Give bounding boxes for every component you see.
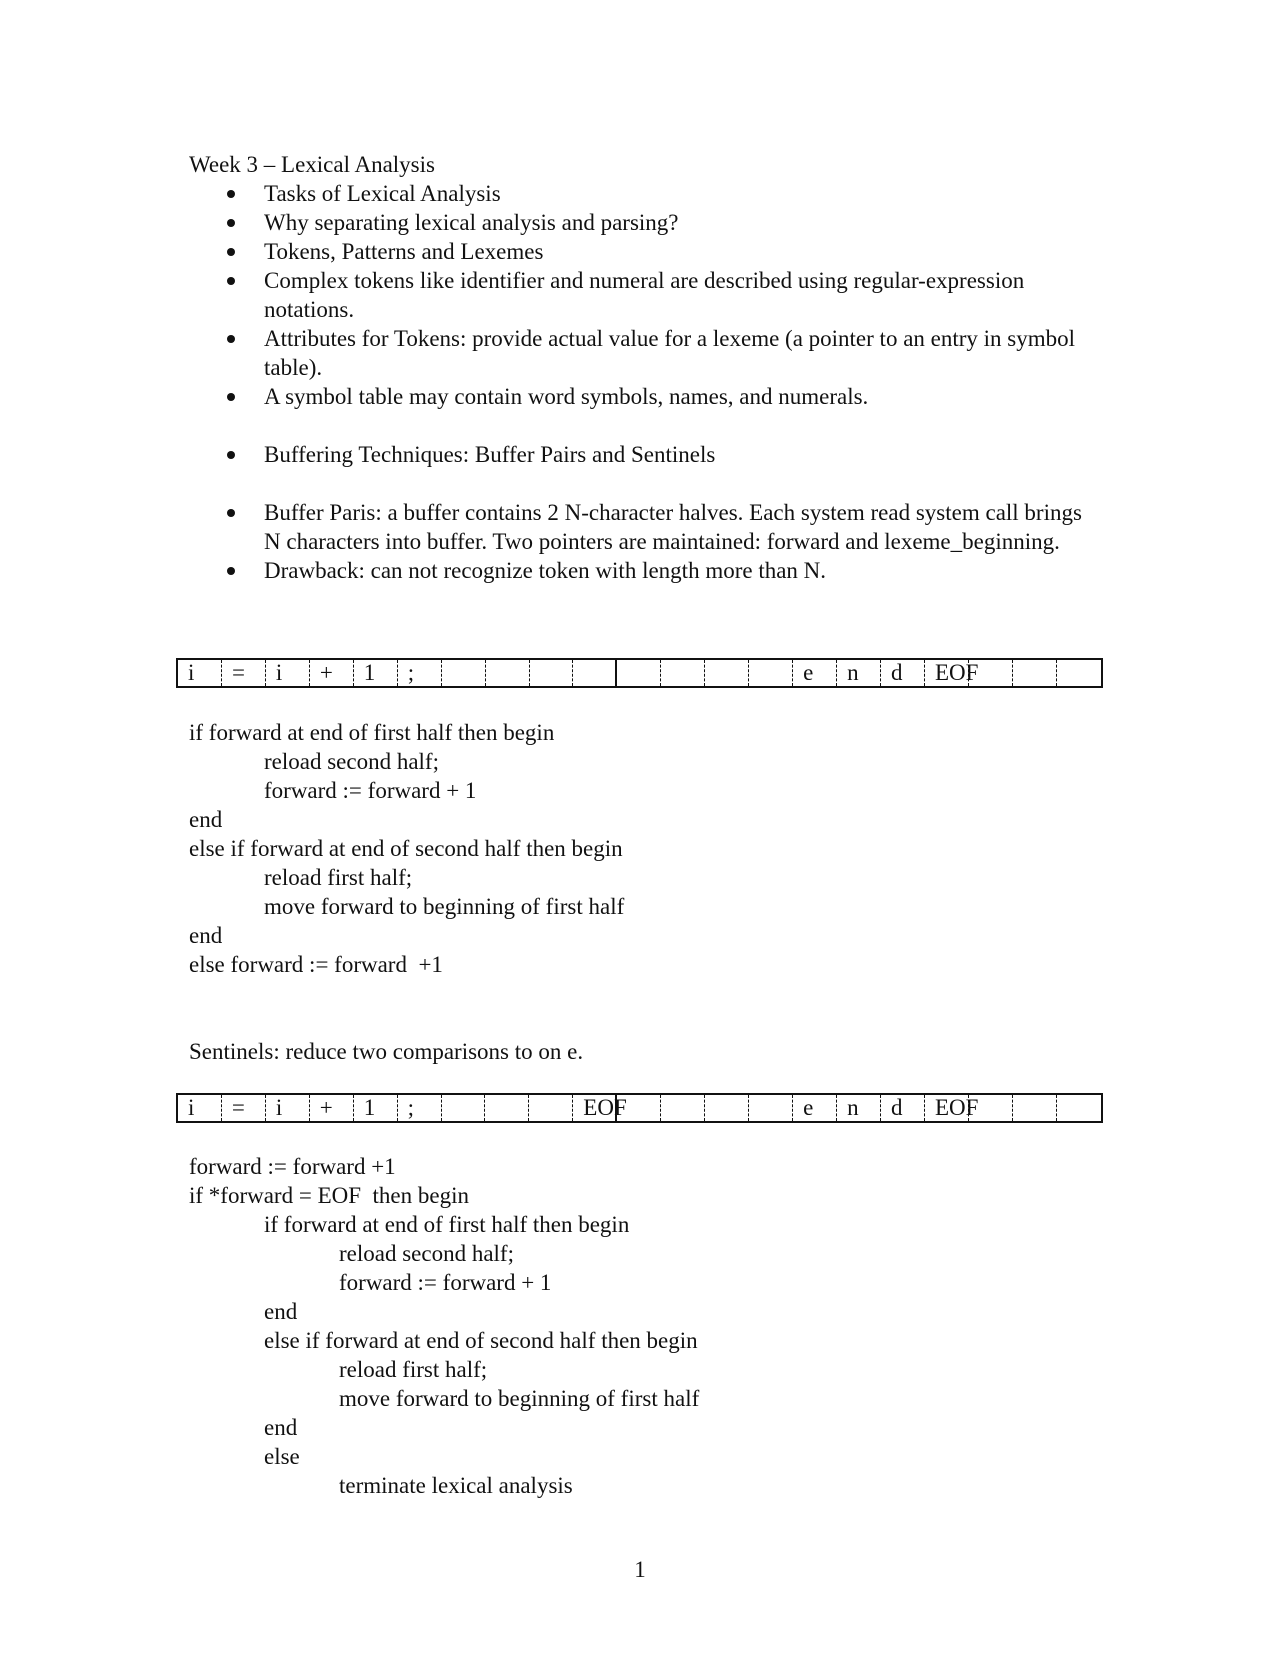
list-item-text: Complex tokens like identifier and numeral are described using regular-expression notations.	[264, 268, 1025, 322]
buffer-cell	[1013, 1095, 1057, 1121]
sentinel-buffer-diagram	[176, 1093, 1103, 1123]
code-line: else if forward at end of second half then begin	[264, 1328, 698, 1353]
buffer-cell: =	[222, 1095, 266, 1121]
code-line: forward := forward + 1	[264, 778, 477, 803]
buffer-cell	[969, 1095, 1013, 1121]
buffer-pair-code	[189, 718, 624, 979]
buffer-cell: d	[881, 660, 925, 686]
code-line: if forward at end of first half then begin	[264, 1212, 630, 1237]
code-line: end	[189, 807, 223, 832]
buffer-cell: +	[310, 1095, 354, 1121]
list-item	[189, 324, 1089, 382]
bullet-icon	[227, 219, 235, 227]
bullet-icon	[227, 248, 235, 256]
bullet-icon	[227, 277, 235, 285]
list-item-text: A symbol table may contain word symbols, names, and numerals.	[264, 384, 869, 409]
page-number: 1	[634, 1557, 646, 1582]
buffer-cell: i	[178, 1095, 222, 1121]
buffer-cell	[530, 660, 574, 686]
list-item	[189, 556, 1089, 585]
code-line: end	[264, 1415, 298, 1440]
buffer-cell	[749, 660, 793, 686]
list-item-text: Buffering Techniques: Buffer Pairs and Sentinels	[264, 442, 716, 467]
buffer-cell	[617, 660, 661, 686]
list-item-text: Buffer Paris: a buffer contains 2 N-character halves. Each system read system call brings N characters into buffer. Two pointers are maintained: forward and lexeme_beginning.	[264, 500, 1082, 554]
list-item	[189, 179, 1089, 208]
code-line: forward := forward + 1	[339, 1270, 552, 1295]
code-line: if forward at end of first half then begin	[189, 720, 555, 745]
buffer-cell	[705, 1095, 749, 1121]
code-line: move forward to beginning of first half	[264, 894, 625, 919]
sentinel-code	[189, 1152, 699, 1500]
code-line: else	[264, 1444, 300, 1469]
code-line: end	[264, 1299, 298, 1324]
bullet-icon	[227, 451, 235, 459]
list-item-text: Drawback: can not recognize token with length more than N.	[264, 558, 827, 583]
list-item	[189, 237, 1089, 266]
list-item	[189, 208, 1089, 237]
buffer-cell	[705, 660, 749, 686]
buffer-cell: i	[178, 660, 222, 686]
bullet-icon	[227, 509, 235, 517]
buffer-cell: e	[793, 1095, 837, 1121]
buffer-cell	[661, 1095, 705, 1121]
list-item-text: Tasks of Lexical Analysis	[264, 181, 501, 206]
buffer-cell: d	[881, 1095, 925, 1121]
sentinels-text: Sentinels: reduce two comparisons to on e.	[189, 1039, 584, 1064]
code-line: terminate lexical analysis	[339, 1473, 573, 1498]
list-item-text: Why separating lexical analysis and parsing?	[264, 210, 679, 235]
buffer-cell: i	[266, 1095, 310, 1121]
buffer-pair-diagram	[176, 658, 1103, 688]
buffer-cell	[1057, 660, 1101, 686]
buffer-cell	[442, 660, 486, 686]
buffer-cell	[573, 660, 617, 686]
buffer-cell	[1013, 660, 1057, 686]
code-line: else if forward at end of second half then begin	[189, 836, 623, 861]
list-item-text: Tokens, Patterns and Lexemes	[264, 239, 544, 264]
page-heading: Week 3 – Lexical Analysis	[189, 152, 435, 177]
code-line: reload first half;	[264, 865, 413, 890]
list-item-text: Attributes for Tokens: provide actual value for a lexeme (a pointer to an entry in symbol table).	[264, 326, 1076, 380]
list-item	[189, 266, 1089, 324]
buffer-cell: n	[837, 1095, 881, 1121]
code-line: else forward := forward +1	[189, 952, 443, 977]
topic-list	[189, 179, 1089, 585]
code-line: forward := forward +1	[189, 1154, 396, 1179]
bullet-icon	[227, 190, 235, 198]
buffer-cell	[1057, 1095, 1101, 1121]
bullet-icon	[227, 393, 235, 401]
buffer-cell: EOF	[925, 1095, 969, 1121]
buffer-cell: ;	[398, 660, 442, 686]
list-item	[189, 498, 1089, 556]
code-line: reload second half;	[264, 749, 439, 774]
code-line: end	[189, 923, 223, 948]
buffer-cell	[749, 1095, 793, 1121]
bullet-icon	[227, 335, 235, 343]
code-line: reload second half;	[339, 1241, 514, 1266]
buffer-cell: =	[222, 660, 266, 686]
buffer-cell	[529, 1095, 573, 1121]
code-line: reload first half;	[339, 1357, 488, 1382]
buffer-cell: 1	[354, 1095, 398, 1121]
buffer-cell: EOF	[573, 1095, 617, 1121]
buffer-cell	[442, 1095, 486, 1121]
buffer-cell	[486, 660, 530, 686]
buffer-cell: EOF	[925, 660, 969, 686]
buffer-cell: 1	[354, 660, 398, 686]
buffer-cell	[661, 660, 705, 686]
code-line: if *forward = EOF then begin	[189, 1183, 469, 1208]
list-item	[189, 440, 1089, 469]
buffer-cell	[969, 660, 1013, 686]
buffer-cell	[485, 1095, 529, 1121]
buffer-cell: e	[793, 660, 837, 686]
code-line: move forward to beginning of first half	[339, 1386, 700, 1411]
list-item	[189, 382, 1089, 411]
buffer-cell: i	[266, 660, 310, 686]
buffer-cell: n	[837, 660, 881, 686]
bullet-icon	[227, 567, 235, 575]
buffer-cell: +	[310, 660, 354, 686]
buffer-cell: ;	[398, 1095, 442, 1121]
buffer-cell	[617, 1095, 661, 1121]
